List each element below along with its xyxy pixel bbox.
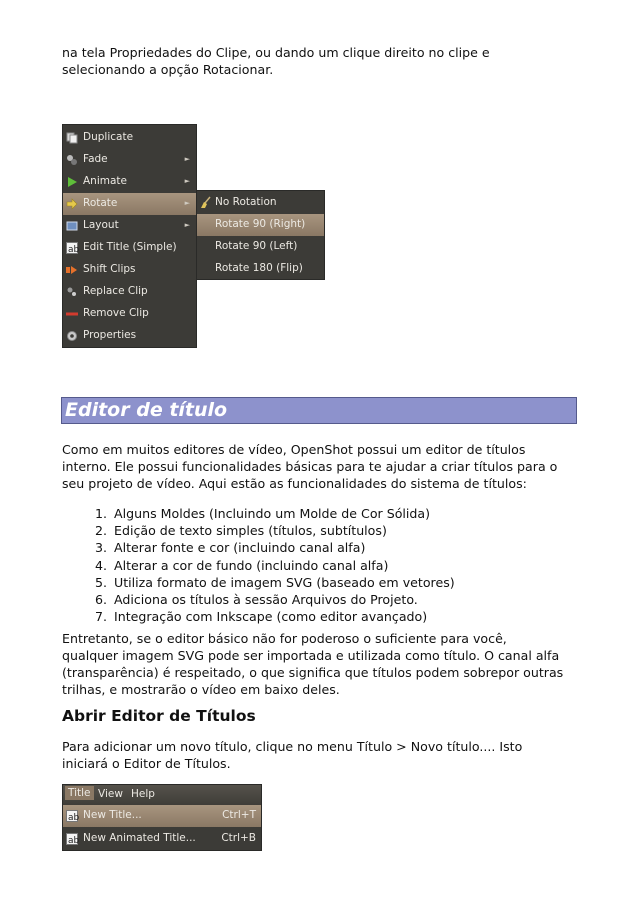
menu-item-label: Remove Clip — [83, 307, 149, 319]
menu-item-label: Animate — [83, 175, 127, 187]
intro-line: selecionando a opção Rotacionar. — [62, 62, 274, 77]
menu-item-new-animated-title[interactable] — [63, 828, 261, 850]
remove-clip-icon — [66, 308, 78, 320]
svg-text:ab: ab — [68, 245, 80, 255]
menubar-title[interactable]: Title — [65, 786, 94, 800]
features-list — [82, 505, 455, 625]
shift-clips-icon — [66, 264, 78, 276]
menu-item-properties[interactable] — [63, 325, 196, 347]
menu-item-label: Edit Title (Simple) — [83, 241, 177, 253]
list-item — [82, 591, 455, 608]
open-editor-paragraph — [62, 738, 582, 772]
submenu-item-label: No Rotation — [215, 196, 277, 208]
menu-item-duplicate[interactable] — [63, 127, 196, 149]
paragraph-line: iniciará o Editor de Títulos. — [62, 756, 231, 771]
menubar-view[interactable]: View — [98, 788, 123, 800]
duplicate-icon — [66, 132, 78, 144]
list-item — [82, 574, 455, 591]
edit-title-icon — [66, 242, 78, 254]
menu-item-label: New Animated Title... — [83, 832, 196, 844]
menu-item-remove-clip[interactable] — [63, 303, 196, 325]
new-title-icon — [66, 810, 78, 822]
submenu-arrow-icon: ► — [184, 155, 190, 163]
clip-context-menu — [62, 124, 197, 348]
menu-item-label: Fade — [83, 153, 108, 165]
submenu-item-no-rotation[interactable] — [197, 192, 324, 214]
paragraph-line: Para adicionar um novo título, clique no menu Título > Novo título.... Isto — [62, 739, 523, 754]
menu-item-rotate[interactable] — [63, 193, 196, 215]
submenu-arrow-icon: ► — [184, 199, 190, 207]
broom-icon — [200, 196, 212, 209]
menu-item-label: Shift Clips — [83, 263, 136, 275]
menu-item-layout[interactable] — [63, 215, 196, 237]
list-number: 7. — [95, 609, 108, 625]
replace-clip-icon — [66, 286, 78, 298]
list-number: 6. — [95, 592, 108, 608]
list-number: 5. — [95, 574, 108, 590]
layout-icon — [66, 220, 78, 232]
list-item-text: Alterar a cor de fundo (incluindo canal alfa) — [114, 557, 389, 573]
shortcut-label: Ctrl+T — [222, 809, 256, 821]
list-item — [82, 557, 455, 574]
menu-item-fade[interactable] — [63, 149, 196, 171]
menubar-help[interactable]: Help — [131, 788, 155, 800]
list-item-text: Integração com Inkscape (como editor avançado) — [114, 609, 428, 625]
list-number: 2. — [95, 523, 108, 539]
list-item-text: Alguns Moldes (Incluindo um Molde de Cor Sólida) — [114, 506, 431, 521]
list-item — [82, 505, 455, 522]
submenu-item-label: Rotate 90 (Left) — [215, 240, 298, 252]
properties-gear-icon — [66, 330, 78, 342]
section-heading-bar — [61, 397, 577, 424]
list-item-text: Edição de texto simples (títulos, subtítulos) — [114, 523, 387, 539]
rotate-submenu — [196, 190, 325, 280]
submenu-arrow-icon: ► — [184, 221, 190, 229]
svg-text:ab: ab — [68, 813, 80, 823]
menu-item-new-title[interactable] — [63, 805, 261, 827]
submenu-item-rotate-180-flip[interactable] — [197, 258, 324, 280]
submenu-item-rotate-90-right[interactable] — [197, 214, 324, 236]
title-menu-screenshot — [62, 784, 262, 851]
list-number: 3. — [95, 540, 108, 556]
list-item-text: Utiliza formato de imagem SVG (baseado em vetores) — [114, 574, 455, 590]
list-item — [82, 539, 455, 556]
menubar — [63, 785, 261, 805]
fade-icon — [66, 154, 78, 166]
list-item — [82, 522, 455, 539]
menu-item-edit-title[interactable] — [63, 237, 196, 259]
submenu-item-rotate-90-left[interactable] — [197, 236, 324, 258]
section-heading: Editor de título — [65, 399, 228, 421]
intro-paragraph — [62, 44, 582, 78]
submenu-arrow-icon: ► — [184, 177, 190, 185]
new-animated-title-icon — [66, 833, 78, 845]
animate-play-icon — [66, 176, 78, 188]
submenu-item-label: Rotate 90 (Right) — [215, 218, 306, 230]
svg-paragraph — [62, 630, 582, 698]
list-item-text: Adiciona os títulos à sessão Arquivos do Projeto. — [114, 592, 418, 608]
list-number: 1. — [95, 506, 108, 521]
menu-item-shift-clips[interactable] — [63, 259, 196, 281]
paragraph-line: qualquer imagem SVG pode ser importada e utilizada como título. O canal alfa — [62, 648, 560, 663]
intro-line: na tela Propriedades do Clipe, ou dando um clique direito no clipe e — [62, 45, 490, 60]
list-item-text: Alterar fonte e cor (incluindo canal alfa) — [114, 540, 366, 556]
paragraph-line: Entretanto, se o editor básico não for poderoso o suficiente para você, — [62, 631, 507, 646]
intro-editor-paragraph — [62, 441, 582, 492]
list-item — [82, 608, 455, 625]
svg-text:ab: ab — [68, 836, 80, 846]
subsection-heading: Abrir Editor de Títulos — [62, 707, 256, 725]
paragraph-line: Como em muitos editores de vídeo, OpenShot possui um editor de títulos — [62, 442, 526, 457]
rotate-arrow-icon — [66, 198, 78, 210]
paragraph-line: seu projeto de vídeo. Aqui estão as funcionalidades do sistema de títulos: — [62, 476, 527, 491]
menu-item-animate[interactable] — [63, 171, 196, 193]
menu-item-label: Replace Clip — [83, 285, 148, 297]
paragraph-line: trilhas, e mostrarão o vídeo em baixo deles. — [62, 682, 340, 697]
menu-item-label: New Title... — [83, 809, 142, 821]
menu-item-label: Rotate — [83, 197, 118, 209]
submenu-item-label: Rotate 180 (Flip) — [215, 262, 303, 274]
menu-item-label: Layout — [83, 219, 119, 231]
paragraph-line: interno. Ele possui funcionalidades básicas para te ajudar a criar títulos para o — [62, 459, 558, 474]
menu-item-label: Properties — [83, 329, 137, 341]
paragraph-line: (transparência) é respeitado, o que significa que títulos podem sobrepor outras — [62, 665, 564, 680]
shortcut-label: Ctrl+B — [221, 832, 256, 844]
menu-item-label: Duplicate — [83, 131, 134, 143]
menu-item-replace-clip[interactable] — [63, 281, 196, 303]
list-number: 4. — [95, 557, 108, 573]
